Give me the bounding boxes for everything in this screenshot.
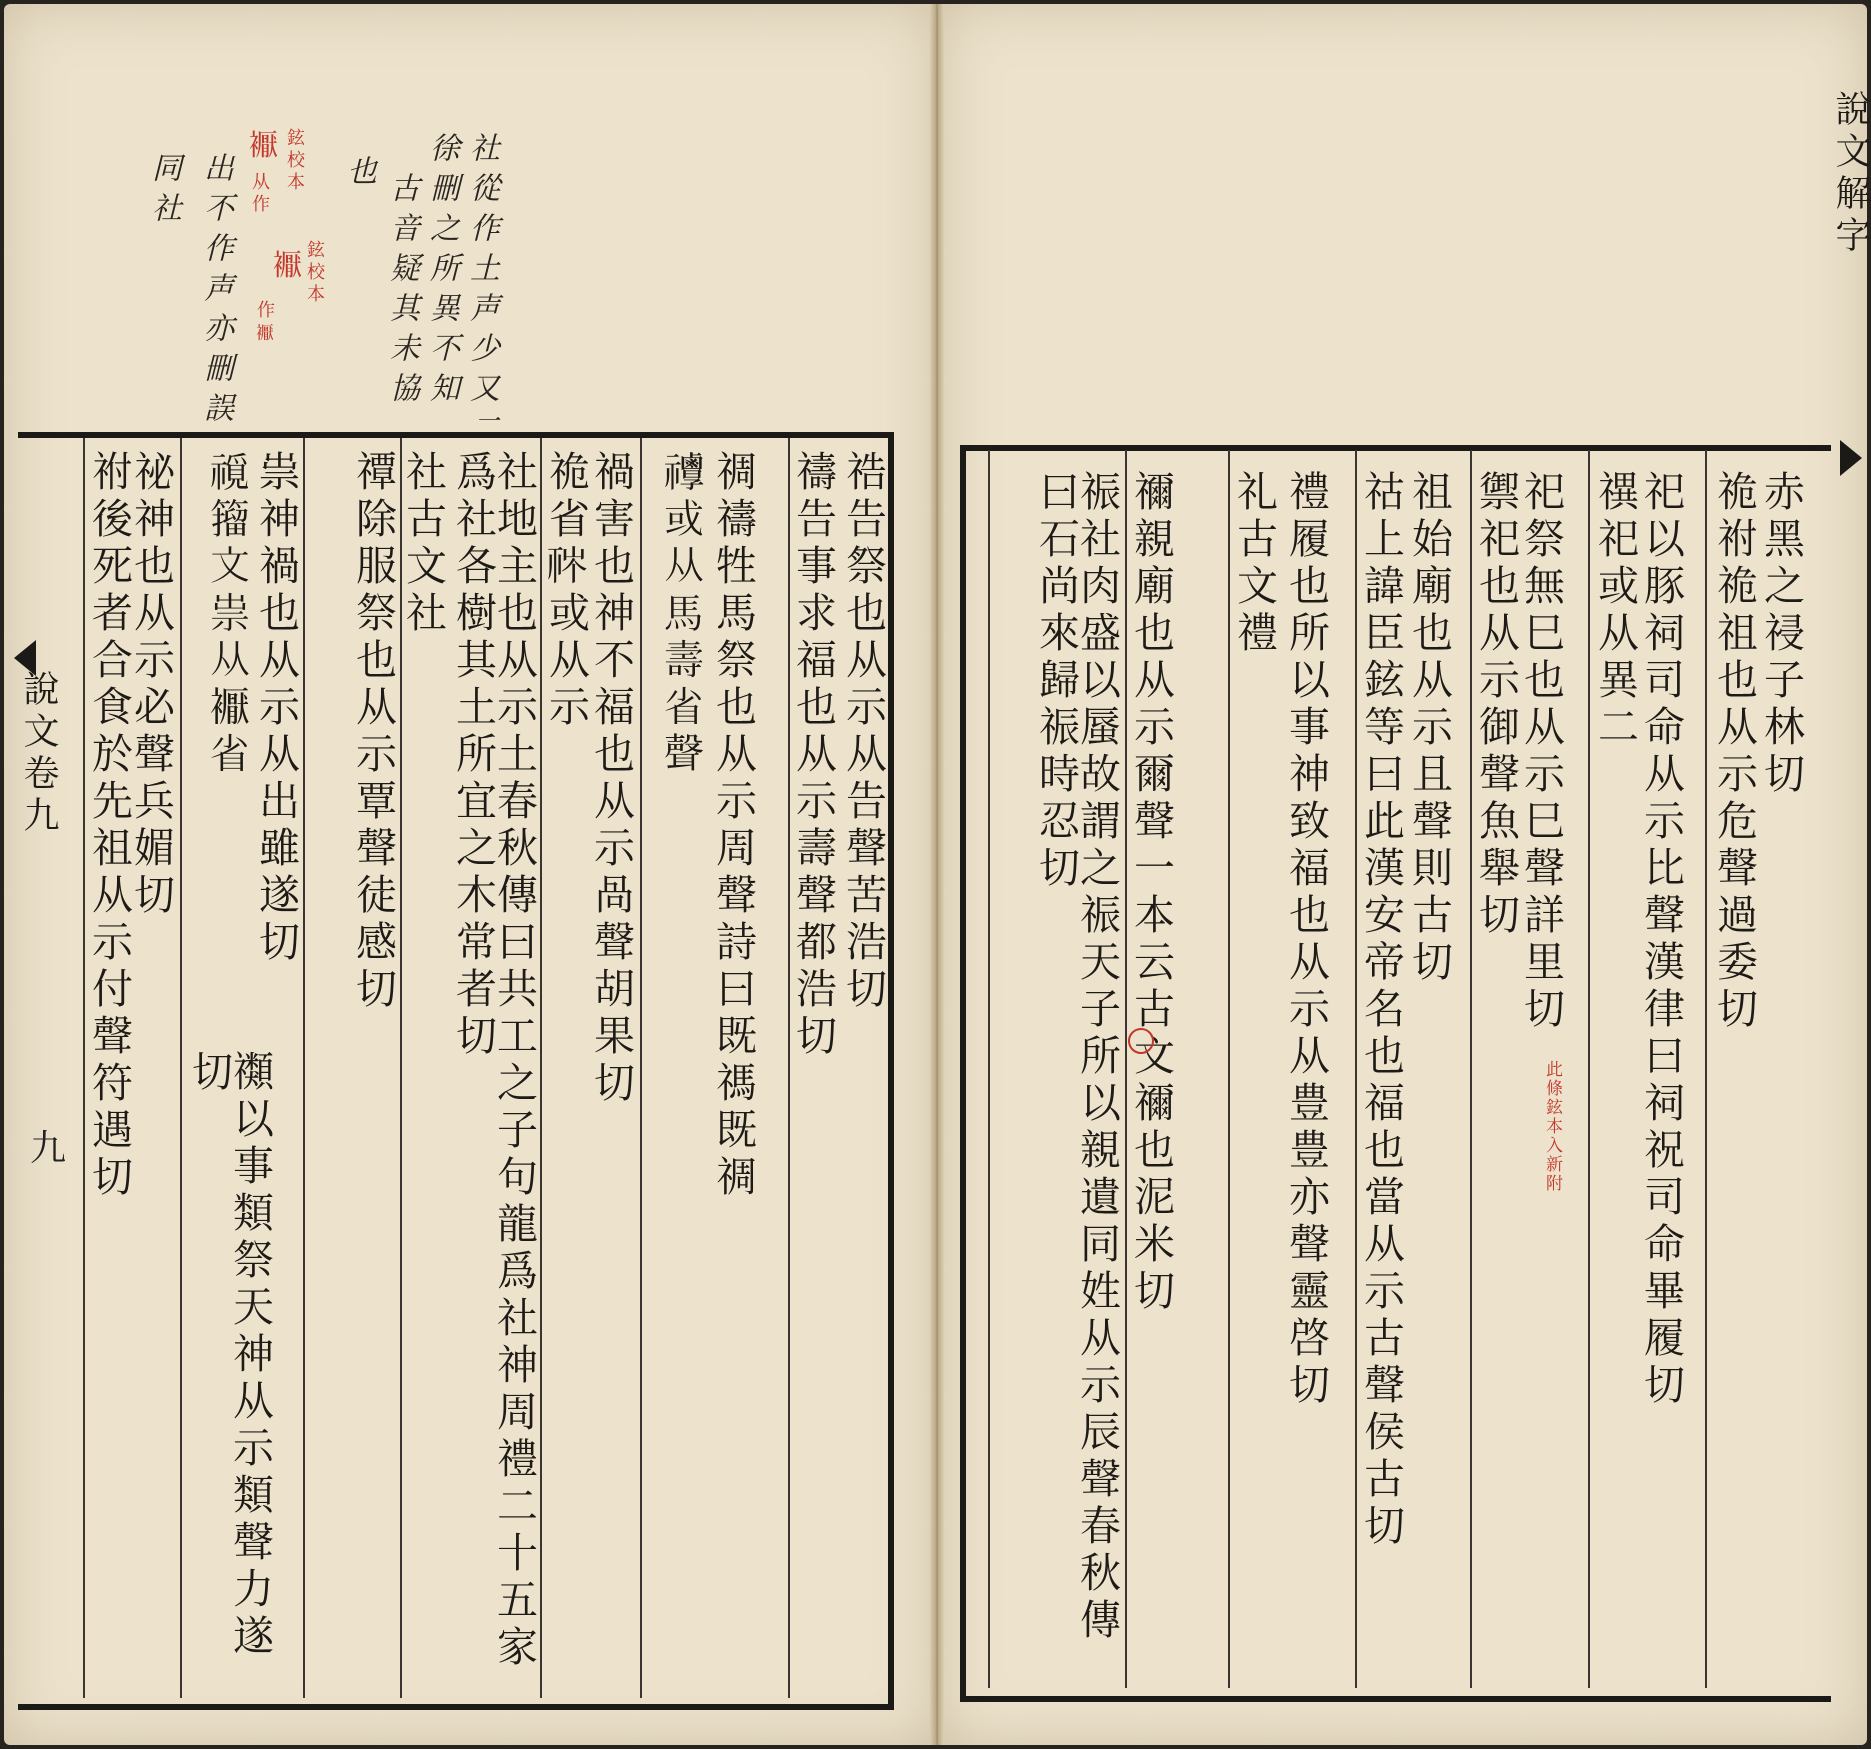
book-gutter bbox=[930, 4, 944, 1745]
dictionary-entry: 禮履也所以事神致福也从示从豊豊亦聲靈啓切 bbox=[1282, 470, 1330, 1410]
handwritten-note: 同社 bbox=[146, 152, 181, 232]
column-rule bbox=[640, 438, 642, 1698]
red-annotation-char: 𧞣 bbox=[244, 128, 279, 166]
red-annotation-note: 从作 bbox=[249, 172, 270, 216]
red-annotation-note: 鉉校本 bbox=[284, 128, 305, 194]
dictionary-entry: 祔後死者合食於先祖从示付聲符遇切 bbox=[85, 450, 133, 1202]
dictionary-entry: 祳社肉盛以蜃故謂之祳天子所以親遺同姓从示辰聲春秋傳曰石尚來歸祳時忍切 bbox=[1032, 470, 1121, 1645]
handwritten-note: 徐刪之所異不知 bbox=[424, 132, 459, 412]
dictionary-entry: 祀祭無巳也从示巳聲詳里切 bbox=[1517, 470, 1565, 1034]
dictionary-entry: 𥛟籀文祟从𧞣省 bbox=[205, 450, 253, 779]
dictionary-entry: 禫除服祭也从示覃聲徒感切 bbox=[349, 450, 397, 1014]
dictionary-entry: 祜上諱臣鉉等曰此漢安帝名也福也當从示古聲侯古切 bbox=[1357, 470, 1405, 1551]
dictionary-entry: 祕神也从示必聲兵媚切 bbox=[127, 450, 175, 920]
margin-title: 說文解字 bbox=[1830, 90, 1871, 258]
dictionary-entry: 祪省𥙏或从示 bbox=[542, 450, 590, 732]
handwritten-note: 古音疑其未協 bbox=[384, 172, 419, 412]
handwritten-note: 社從作土声少又二 bbox=[464, 132, 499, 452]
fishtail-marker bbox=[1840, 440, 1862, 476]
dictionary-entry: 祖始廟也从示且聲則古切 bbox=[1405, 470, 1453, 987]
column-rule bbox=[1705, 450, 1707, 1688]
dictionary-entry: 禰親廟也从示爾聲一本云古文禰也泥米切 bbox=[1127, 470, 1175, 1316]
dictionary-entry: 社古文社 bbox=[399, 450, 447, 638]
dictionary-entry: 禍害也神不福也从示咼聲胡果切 bbox=[587, 450, 635, 1108]
column-rule bbox=[180, 438, 182, 1698]
dictionary-entry: 禩祀或从異二 bbox=[1591, 470, 1639, 752]
red-annotation-note: 作𧞣 bbox=[254, 300, 275, 344]
red-seal-dot bbox=[1128, 1028, 1154, 1054]
dictionary-entry: 社地主也从示土春秋傳曰共工之子句龍爲社神周禮二十五家爲社各樹其土所宜之木常者切 bbox=[449, 450, 538, 1672]
red-annotation: 此條鉉本入新附 bbox=[1542, 1060, 1562, 1193]
red-annotation-char: 𧞣 bbox=[268, 248, 303, 286]
column-rule bbox=[988, 450, 990, 1688]
dictionary-entry: 礼古文禮 bbox=[1230, 470, 1278, 658]
dictionary-entry: 祰告祭也从示从告聲苦浩切 bbox=[839, 450, 887, 1014]
dictionary-entry: 禷以事類祭天神从示類聲力遂切 bbox=[185, 1050, 274, 1661]
red-annotation-note: 鉉校本 bbox=[304, 240, 325, 306]
handwritten-note: 出不作声亦刪誤 bbox=[198, 152, 233, 432]
dictionary-entry: 赤黑之祲子林切 bbox=[1757, 470, 1805, 799]
dictionary-entry: 祟神禍也从示从出雖遂切 bbox=[252, 450, 300, 967]
handwritten-note: 也 bbox=[341, 155, 376, 195]
dictionary-entry: 禱告事求福也从示壽聲都浩切 bbox=[789, 450, 837, 1061]
margin-title: 說文卷九 bbox=[18, 670, 59, 838]
dictionary-entry: 禂禱牲馬祭也从示周聲詩曰既禡既禂 bbox=[709, 450, 757, 1202]
page-number: 九 bbox=[30, 1128, 67, 1169]
dictionary-entry: 祪祔祪祖也从示危聲過委切 bbox=[1710, 470, 1758, 1034]
column-rule bbox=[1588, 450, 1590, 1688]
dictionary-entry: 祀以豚祠司命从示比聲漢律曰祠祝司命畢履切 bbox=[1637, 470, 1685, 1410]
dictionary-entry: 𥜯或从馬壽省聲 bbox=[659, 450, 707, 779]
column-rule bbox=[303, 438, 305, 1698]
dictionary-entry: 禦祀也从示御聲魚舉切 bbox=[1472, 470, 1520, 940]
